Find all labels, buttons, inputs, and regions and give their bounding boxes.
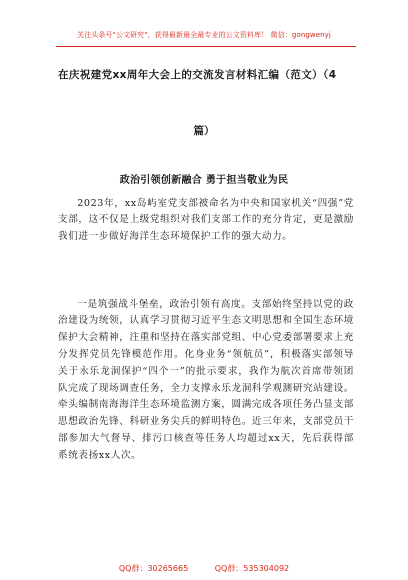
section-title: 政治引领创新融合 勇于担当敬业为民 bbox=[119, 175, 289, 186]
document-title: 在庆祝建党xx周年大会上的交流发言材料汇编（范文）（4 bbox=[58, 69, 337, 81]
footer-qq-group-2: QQ群：535304092 bbox=[214, 564, 290, 573]
paragraph-point-one: 一是筑强战斗堡垒，政治引领有高度。支部始终坚持以党的政治建设为统领，认真学习贯彻习近平生态文明思想和全国生态环境保护大会精神，注重和坚持在落实部党组、中心党委部署要求上充分发挥党员先锋模范作用。化身业务“领航员”，积极落实部领导关于永乐龙洞保护“四个一”的批示要求，我作为航次首席带领团队完成了现场调查任务，全力支撑永乐龙洞科学观测研究站建设。牵头编制南海海洋生态环境监测方案，圆满完成各项任务凸显支部思想政治先锋、科研业务尖兵的鲜明特色。近三年来，支部党员干部参加大气督导、排污口核查等任务人均超过xx天，先后获得部系统表扬xx人次。 bbox=[58, 298, 354, 461]
header-note: 关注头条号"公文研究"，获得最新最全最专业的公文资料库！ 微信：gongwenyj bbox=[77, 31, 331, 39]
document-title-continuation: 篇） bbox=[193, 125, 215, 137]
header-divider bbox=[56, 46, 356, 47]
paragraph-intro: 2023年，xx岛屿室党支部被命名为中央和国家机关“四强”党支部，这不仅是上级党组织对我们支部工作的充分肯定，更是激励我们进一步做好海洋生态环境保护工作的强大动力。 bbox=[58, 197, 354, 243]
footer-qq-group-1: QQ群：30265665 bbox=[118, 564, 189, 573]
footer bbox=[0, 563, 408, 574]
